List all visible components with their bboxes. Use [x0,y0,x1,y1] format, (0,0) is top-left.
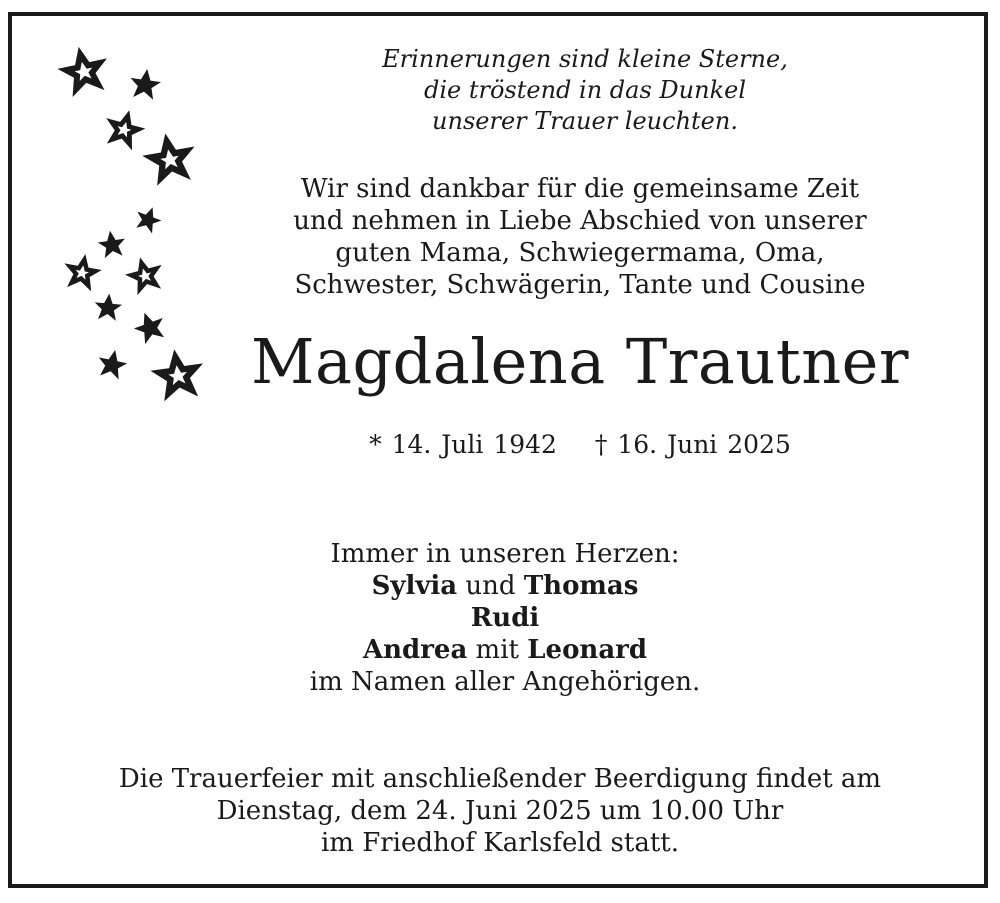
quote-line-3: unserer Trauer leuchten. [432,107,738,135]
stars-decoration [50,40,220,420]
outline-star-icon [108,113,141,146]
intro-line-4: Schwester, Schwägerin, Tante und Cousine [294,270,866,300]
star-icon [93,292,123,321]
mourner-name: Rudi [470,603,540,633]
mourner-joiner: und [457,571,524,601]
outline-star-icon [158,355,198,394]
outline-star-icon [149,138,190,178]
funeral-line-1: Die Trauerfeier mit anschließender Beerdigung findet am [118,764,882,794]
mourner-name: Sylvia [371,571,458,601]
mourners-heading: Immer in unseren Herzen: [330,539,680,569]
star-icon [128,67,163,101]
intro-line-2: und nehmen in Liebe Abschied von unserer [293,206,867,236]
mourner-joiner: mit [467,635,528,665]
outline-star-icon [67,257,97,286]
intro-line-1: Wir sind dankbar für die gemeinsame Zeit [300,174,860,204]
star-icon [96,229,127,259]
star-icon [132,203,165,235]
quote-line-2: die tröstend in das Dunkel [423,76,746,104]
intro-line-3: guten Mama, Schwiegermama, Oma, [335,238,825,268]
mourners-line-1 [200,570,810,602]
mourner-name: Thomas [523,571,639,601]
death-date: † 16. Juni 2025 [594,430,791,459]
star-icon [95,347,129,380]
funeral-line-2: Dienstag, dem 24. Juni 2025 um 10.00 Uhr [216,796,784,826]
mourner-name: Leonard [527,635,648,665]
deceased-name: Magdalena Trautner [251,325,909,398]
funeral-line-3: im Friedhof Karlsfeld statt. [320,828,680,858]
life-dates [340,430,820,459]
outline-star-icon [64,51,104,90]
mourners-line-2 [200,602,810,634]
quote-line-1: Erinnerungen sind kleine Sterne, [382,45,788,73]
birth-date: * 14. Juli 1942 [369,430,557,459]
star-icon [130,308,169,346]
mourner-name: Andrea [362,635,468,665]
mourners-closing: im Namen aller Angehörigen. [309,667,701,697]
mourners-line-3 [200,634,810,666]
outline-star-icon [129,260,160,291]
